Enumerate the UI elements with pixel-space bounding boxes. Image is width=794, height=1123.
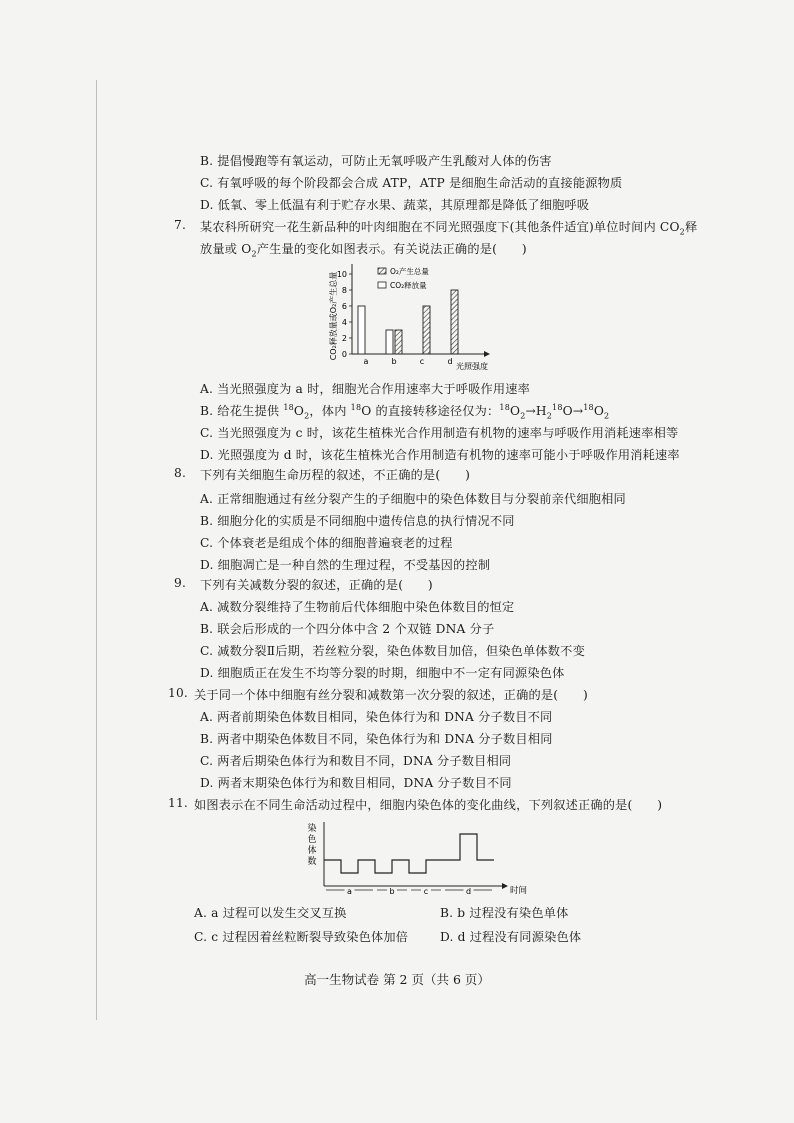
chart11-ylabel-3: 体 [307, 846, 317, 856]
q9-option-d: D. 细胞质正在发生不均等分裂的时期，细胞中不一定有同源染色体 [200, 666, 565, 680]
chart11-ylabel-4: 数 [307, 857, 317, 867]
y-tick-label-10: 10 [336, 270, 347, 279]
q10-number: 10. [168, 686, 188, 700]
q11-number: 11. [168, 796, 188, 810]
q9-option-a: A. 减数分裂维持了生物前后代体细胞中染色体数目的恒定 [200, 600, 515, 614]
q8-stem: 下列有关细胞生命历程的叙述，不正确的是( ) [200, 468, 471, 482]
q7-option-a: A. 当光照强度为 a 时，细胞光合作用速率大于呼吸作用速率 [200, 382, 531, 396]
legend-o2-swatch [378, 268, 386, 274]
q10-option-b: B. 两者中期染色体数目不同，染色体行为和 DNA 分子数目相同 [200, 732, 553, 746]
bar-co2-b [386, 330, 393, 354]
q10-option-d: D. 两者末期染色体行为和数目相同，DNA 分子数目不同 [200, 776, 512, 790]
q7-option-c: C. 当光照强度为 c 时，该花生植株光合作用制造有机物的速率与呼吸作用消耗速率相等 [200, 426, 679, 440]
q8-option-a: A. 正常细胞通过有丝分裂产生的子细胞中的染色体数目与分裂前亲代细胞相同 [200, 492, 626, 506]
x-axis-arrow [484, 351, 490, 357]
q11-stem: 如图表示在不同生命活动过程中，细胞内染色体的变化曲线，下列叙述正确的是( ) [194, 798, 663, 812]
bar-co2-a [358, 306, 365, 354]
legend-co2-label: CO₂释放量 [390, 281, 427, 290]
q11-line-chart [302, 818, 532, 900]
x-tick-label-a: a [363, 357, 369, 366]
segment-label-d: d [465, 887, 472, 896]
q7-bar-chart [322, 256, 502, 376]
segment-label-a: a [347, 887, 352, 896]
chart11-ylabel-1: 染 [307, 824, 317, 834]
q6-option-d: D. 低氧、零上低温有利于贮存水果、蔬菜，其原理都是降低了细胞呼吸 [200, 198, 590, 212]
q7-stem-line1: 某农科所研究一花生新品种的叶肉细胞在不同光照强度下(其他条件适宜)单位时间内 $CO_2$释 [200, 220, 698, 237]
q7-option-d: D. 光照强度为 d 时，该花生植株光合作用制造有机物的速率可能小于呼吸作用消耗速率 [200, 448, 680, 462]
q10-option-c: C. 两者后期染色体行为和数目不同，DNA 分子数目相同 [200, 754, 512, 768]
bar-o2-c [423, 306, 430, 354]
q7-option-b: B. 给花生提供 $^{18}O_2$，体内 $^{18}$O 的直接转移途径仅为：$^{18}O_2\to H_2^{18}O\to^{18}O_2$ [200, 402, 610, 421]
page-footer: 高一生物试卷 第 2 页（共 6 页） [304, 972, 490, 987]
legend-o2-label: O₂产生总量 [390, 267, 429, 276]
y-tick-label-0: 0 [341, 350, 347, 359]
q9-stem: 下列有关减数分裂的叙述，正确的是( ) [200, 578, 433, 592]
q9-number: 9. [174, 576, 187, 590]
q7-stem-line2: 放量或 $O_2$产生量的变化如图表示。有关说法正确的是( ) [200, 242, 527, 259]
q8-option-c: C. 个体衰老是组成个体的细胞普遍衰老的过程 [200, 536, 453, 550]
q11-option-c: C. c 过程因着丝粒断裂导致染色体加倍 [194, 930, 409, 944]
q11-option-a: A. a 过程可以发生交叉互换 [194, 906, 347, 920]
bar-o2-d [451, 290, 458, 354]
segment-label-b: b [389, 887, 395, 896]
bar-o2-b [395, 330, 402, 354]
y-tick-label-8: 8 [341, 286, 347, 295]
q9-option-b: B. 联会后形成的一个四分体中含 2 个双链 DNA 分子 [200, 622, 495, 636]
x-axis-arrow [502, 883, 508, 889]
chromosome-curve [324, 834, 494, 873]
q6-option-b: B. 提倡慢跑等有氧运动，可防止无氧呼吸产生乳酸对人体的伤害 [200, 154, 552, 168]
y-tick-label-6: 6 [341, 302, 347, 311]
q7-number: 7. [174, 218, 187, 232]
chart11-ylabel-2: 色 [307, 835, 317, 845]
y-tick-label-2: 2 [341, 334, 347, 343]
q11-option-b: B. b 过程没有染色单体 [440, 906, 569, 920]
q8-number: 8. [174, 466, 187, 480]
q10-option-a: A. 两者前期染色体数目相同，染色体行为和 DNA 分子数目不同 [200, 710, 553, 724]
q6-option-c: C. 有氧呼吸的每个阶段都会合成 ATP，ATP 是细胞生命活动的直接能源物质 [200, 176, 623, 190]
y-axis-label: CO₂释放量或O₂产生总量 [329, 271, 338, 361]
q11-option-d: D. d 过程没有同源染色体 [440, 930, 582, 944]
q9-option-c: C. 减数分裂Ⅱ后期，若丝粒分裂，染色体数目加倍，但染色单体数不变 [200, 644, 585, 658]
y-tick-label-4: 4 [341, 318, 347, 327]
x-tick-label-d: d [447, 357, 453, 366]
x-tick-label-b: b [391, 357, 397, 366]
q10-stem: 关于同一个体中细胞有丝分裂和减数第一次分裂的叙述，正确的是( ) [194, 688, 588, 702]
legend-co2-swatch [378, 282, 386, 288]
segment-label-c: c [423, 887, 429, 896]
x-axis-label: 时间 [510, 886, 528, 896]
q8-option-b: B. 细胞分化的实质是不同细胞中遗传信息的执行情况不同 [200, 514, 515, 528]
x-axis-label: 光照强度 [456, 362, 488, 371]
x-tick-label-c: c [419, 357, 425, 366]
q8-option-d: D. 细胞凋亡是一种自然的生理过程，不受基因的控制 [200, 558, 491, 572]
page-fold-line [96, 80, 97, 1020]
